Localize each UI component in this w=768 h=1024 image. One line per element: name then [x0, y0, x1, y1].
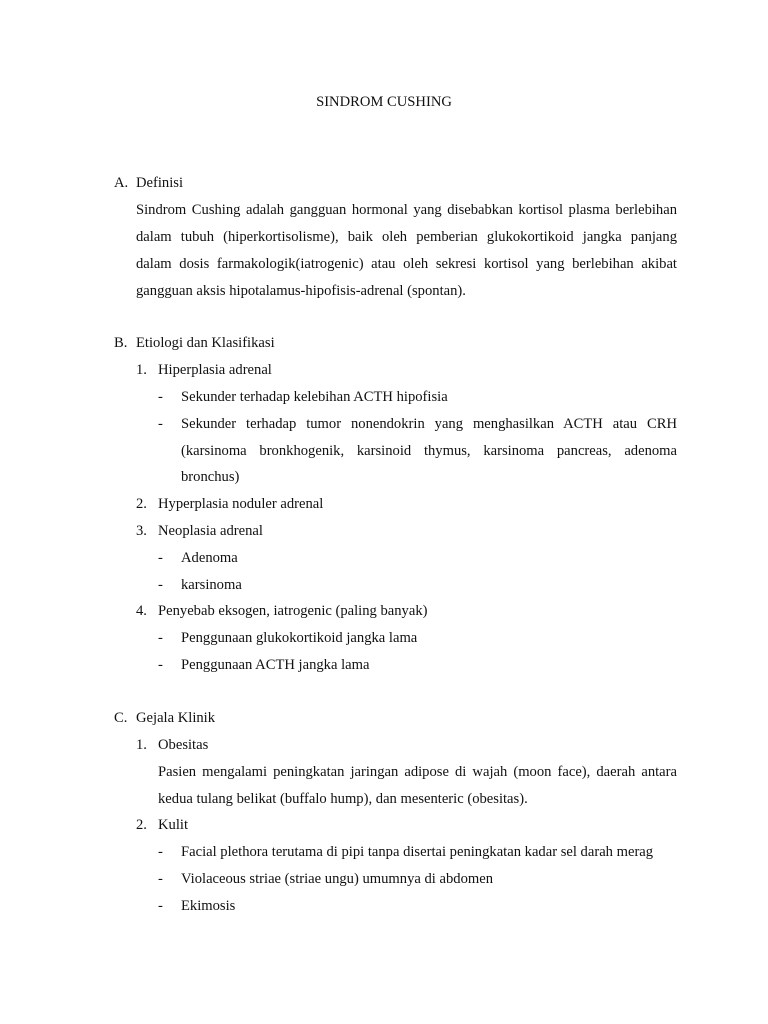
- bullet-dash: -: [158, 416, 163, 432]
- bullet-dash: -: [158, 871, 163, 887]
- list-item-label: Kulit: [158, 817, 188, 833]
- list-item-marker: 4.: [136, 603, 147, 619]
- bullet-dash: -: [158, 630, 163, 646]
- section-a-paragraph-line: gangguan aksis hipotalamus-hipofisis-adrenal (spontan).: [136, 283, 466, 299]
- list-item-marker: 1.: [136, 737, 147, 753]
- section-b-heading: Etiologi dan Klasifikasi: [136, 335, 275, 351]
- section-c-heading: Gejala Klinik: [136, 710, 216, 726]
- section-a-heading: Definisi: [136, 175, 184, 191]
- section-b-marker: B.: [114, 335, 128, 351]
- bullet-text: Ekimosis: [181, 898, 236, 914]
- list-item-label: Neoplasia adrenal: [158, 523, 263, 539]
- section-a-paragraph-line: Sindrom Cushing adalah gangguan hormonal yang disebabkan kortisol plasma berlebihan: [136, 202, 677, 218]
- bullet-text: Facial plethora terutama di pipi tanpa disertai peningkatan kadar sel darah merag: [181, 844, 654, 860]
- section-c-marker: C.: [114, 710, 128, 726]
- bullet-text: (karsinoma bronkhogenik, karsinoid thymus, karsinoma pancreas, adenoma: [181, 443, 677, 459]
- bullet-text: Sekunder terhadap tumor nonendokrin yang menghasilkan ACTH atau CRH: [181, 416, 677, 432]
- list-item-marker: 2.: [136, 496, 147, 512]
- list-item-label: Hyperplasia noduler adrenal: [158, 496, 324, 512]
- list-item-marker: 2.: [136, 817, 147, 833]
- bullet-dash: -: [158, 844, 163, 860]
- document-title: SINDROM CUSHING: [316, 94, 452, 110]
- bullet-text: Penggunaan glukokortikoid jangka lama: [181, 630, 418, 646]
- bullet-text: bronchus): [181, 469, 240, 485]
- list-item-label: Penyebab eksogen, iatrogenic (paling banyak): [158, 603, 428, 619]
- section-a-marker: A.: [114, 175, 129, 191]
- list-item-marker: 1.: [136, 362, 147, 378]
- bullet-text: Penggunaan ACTH jangka lama: [181, 657, 370, 673]
- bullet-text: Adenoma: [181, 550, 238, 566]
- bullet-text: Sekunder terhadap kelebihan ACTH hipofisia: [181, 389, 448, 405]
- list-item-paragraph-line: kedua tulang belikat (buffalo hump), dan mesenteric (obesitas).: [158, 791, 528, 807]
- section-a-paragraph-line: dalam tubuh (hiperkortisolisme), baik oleh pemberian glukokortikoid jangka panjang: [136, 229, 677, 245]
- bullet-text: karsinoma: [181, 577, 242, 593]
- bullet-dash: -: [158, 577, 163, 593]
- list-item-label: Obesitas: [158, 737, 209, 753]
- bullet-dash: -: [158, 389, 163, 405]
- bullet-dash: -: [158, 550, 163, 566]
- section-a-paragraph-line: dalam dosis farmakologik(iatrogenic) atau oleh sekresi kortisol yang berlebihan akibat: [136, 256, 677, 272]
- list-item-label: Hiperplasia adrenal: [158, 362, 272, 378]
- bullet-dash: -: [158, 898, 163, 914]
- list-item-paragraph-line: Pasien mengalami peningkatan jaringan adipose di wajah (moon face), daerah antara: [158, 764, 677, 780]
- list-item-marker: 3.: [136, 523, 147, 539]
- bullet-dash: -: [158, 657, 163, 673]
- bullet-text: Violaceous striae (striae ungu) umumnya di abdomen: [181, 871, 493, 887]
